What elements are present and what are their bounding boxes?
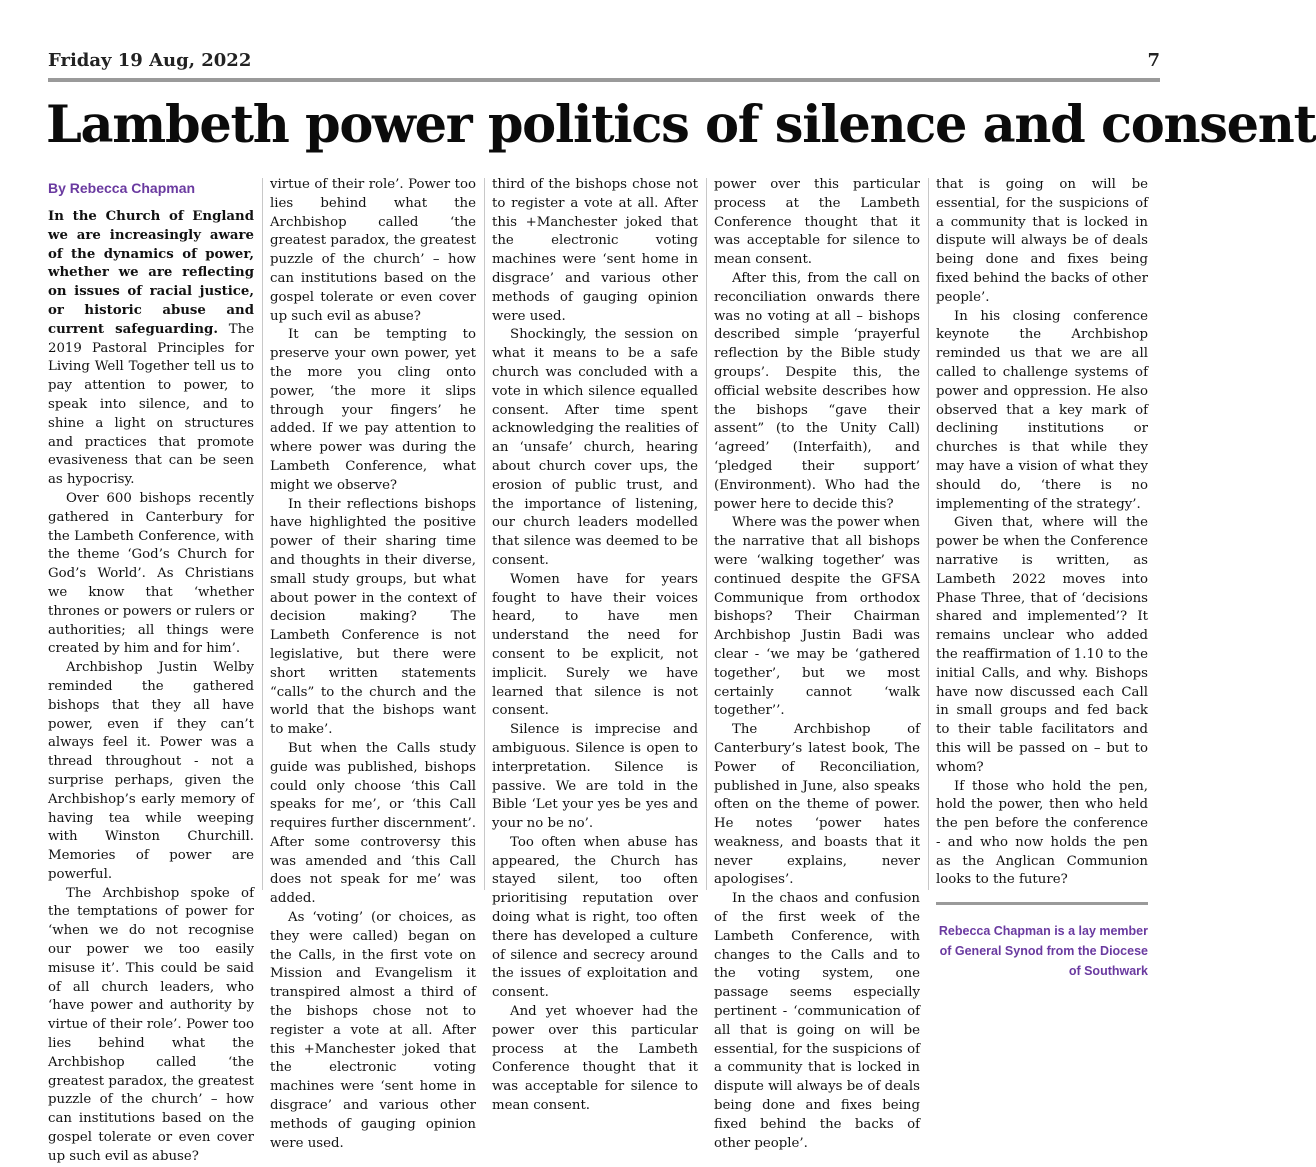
- paragraph: In their reflections bishops have highlighted the positive power of their sharing time and thoughts in their diverse, small study groups, but what about power in the context of decision making? The Lambeth Conference is not legislative, but there were short written statements “calls” to the church and the world that the bishops want to make’.: [270, 496, 476, 738]
- article-body: [48, 176, 1160, 1164]
- author-bio: Rebecca Chapman is a lay member of General Synod from the Diocese of Southwark: [938, 924, 1148, 979]
- page-header: [48, 44, 1160, 82]
- column-5: [936, 176, 1148, 979]
- paragraph: After this, from the call on reconciliation onwards there was no voting at all – bishops described simple ‘prayerful reflection by the Bible study groups’. Despite this, the official website describes how the bishops “gave their assent” (to the Unity Call) ‘agreed’ (Interfaith), and ‘pledged their support’ (Environment). Who had the power here to decide this?: [714, 270, 920, 512]
- paragraph: Given that, where will the power be when the Conference narrative is written, as Lambeth 2022 moves into Phase Three, that of ‘decisions shared and implemented’? It remains unclear who added the reaffirmation of 1.10 to the initial Calls, and why. Bishops have now discussed each Call in small groups and fed back to their table facilitators and this will be passed on – but to whom?: [936, 515, 1148, 775]
- column-rule: [484, 178, 485, 890]
- paragraph: If those who hold the pen, hold the power, then who held the pen before the conference - and who now holds the pen as the Anglican Communion looks to the future?: [936, 778, 1148, 888]
- paragraph-continued: power over this particular process at the Lambeth Conference thought that it was acceptable for silence to mean consent.: [714, 177, 920, 268]
- paragraph: Women have for years fought to have their voices heard, to have men understand the need for consent to be explicit, not implicit. Surely we have learned that silence is not consent.: [492, 571, 698, 719]
- paragraph: In his closing conference keynote the Archbishop reminded us that we are all called to challenge systems of power and oppression. He also observed that a key mark of declining institutions or churches is that while they may have a vision of what they should do, ‘there is no implementing of the strategy’.: [936, 308, 1148, 512]
- paragraph: The Archbishop spoke of the temptations of power for ‘when we do not recognise our power we too easily misuse it’. This could be said of all church leaders, who ‘have power and authority by virtue of their role’. Power too lies behind what the Archbishop called ‘the greatest paradox, the greatest puzzle of the church’ – how can institutions based on the gospel tolerate or even cover up such evil as abuse?: [48, 885, 254, 1164]
- paragraph-continued: virtue of their role’. Power too lies behind what the Archbishop called ‘the greatest paradox, the greatest puzzle of the church’ – how can institutions based on the gospel tolerate or even cover up such evil as abuse?: [270, 177, 476, 324]
- column-rule: [262, 178, 263, 890]
- column-1: [48, 176, 255, 1164]
- paragraph: Silence is imprecise and ambiguous. Silence is open to interpretation. Silence is passive. We are told in the Bible ‘Let your yes be yes and your no be no’.: [492, 722, 698, 832]
- headline: Lambeth power politics of silence and consent: [46, 95, 1316, 155]
- lead-paragraph: [48, 208, 254, 490]
- paragraph: And yet whoever had the power over this particular process at the Lambeth Conference thought that it was acceptable for silence to mean consent.: [492, 1004, 698, 1114]
- paragraph: As ‘voting’ (or choices, as they were called) began on the Calls, in the first vote on Mission and Evangelism it transpired almost a third of the bishops chose not to register a vote at all. After this +Manchester joked that the electronic voting machines were ‘sent home in disgrace’ and various other methods of gauging opinion were used.: [270, 910, 476, 1151]
- column-rule: [928, 178, 929, 890]
- column-rule: [706, 178, 707, 890]
- paragraph-continued: third of the bishops chose not to register a vote at all. After this +Manchester joked that the electronic voting machines were ‘sent home in disgrace’ and various other methods of gauging opinion were used.: [492, 177, 698, 324]
- issue-date: Friday 19 Aug, 2022: [48, 50, 252, 71]
- paragraph: It can be tempting to preserve your own power, yet the more you cling onto power, ‘the more it slips through your fingers’ he added. If we pay attention to where power was during the Lambeth Conference, what might we observe?: [270, 327, 476, 493]
- page-number: 7: [1147, 50, 1160, 71]
- paragraph: But when the Calls study guide was published, bishops could only choose ‘this Call speaks for me’, or ‘this Call requires further discernment’. After some controversy this was amended and ‘this Call does not speak for me’ was added.: [270, 740, 476, 907]
- paragraph: Shockingly, the session on what it means to be a safe church was concluded with a vote in which silence equalled consent. After time spent acknowledging the realities of an ‘unsafe’ church, hearing about church cover ups, the erosion of public trust, and the importance of listening, our church leaders modelled that silence was deemed to be consent.: [492, 327, 698, 568]
- lead-rest-text: The 2019 Pastoral Principles for Living Well Together tell us to pay attention to power, to speak into silence, and to shine a light on structures and practices that promote evasiveness that can be seen as hypocrisy.: [48, 321, 255, 488]
- bio-divider: [936, 902, 1148, 905]
- paragraph: Too often when abuse has appeared, the Church has stayed silent, too often prioritising reputation over doing what is right, too often there has developed a culture of silence and secrecy around the issues of exploitation and consent.: [492, 834, 698, 1001]
- column-2: [270, 176, 476, 1151]
- paragraph: In the chaos and confusion of the first week of the Lambeth Conference, with changes to the Calls and to the voting system, one passage seems especially pertinent - ‘communication of all that is going on will be essential, for the suspicions of a community that is locked in dispute will always be of deals being done and fixes being fixed behind the backs of other people’.: [714, 891, 920, 1151]
- column-3: [492, 176, 698, 1114]
- lead-bold-text: In the Church of England we are increasingly aware of the dynamics of power, whether we are reflecting on issues of racial justice, or historic abuse and current safeguarding.: [48, 209, 254, 337]
- byline: By Rebecca Chapman: [48, 180, 196, 196]
- paragraph-continued: that is going on will be essential, for the suspicions of a community that is locked in dispute will always be of deals being done and fixes being fixed behind the backs of other people’.: [936, 177, 1148, 305]
- paragraph: Over 600 bishops recently gathered in Canterbury for the Lambeth Conference, with the theme ‘God’s Church for God’s World’. As Christians we know that ‘whether thrones or powers or rulers or authorities; all things were created by him and for him’.: [48, 490, 254, 657]
- paragraph: The Archbishop of Canterbury’s latest book, The Power of Reconciliation, published in June, also speaks often on the theme of power. He notes ‘power hates weakness, and boasts that it never explains, never apologises’.: [714, 722, 920, 888]
- column-4: [714, 176, 920, 1151]
- paragraph: Archbishop Justin Welby reminded the gathered bishops that they all have power, even if they can’t always feel it. Power was a thread throughout - not a surprise perhaps, given the Archbishop’s early memory of having tea while weeping with Winston Churchill. Memories of power are powerful.: [48, 660, 254, 882]
- paragraph: Where was the power when the narrative that all bishops were ‘walking together’ was continued despite the GFSA Communique from orthodox bishops? Their Chairman Archbishop Justin Badi was clear - ‘we may be ‘gathered together’, but we most certainly cannot ‘walk together’’.: [714, 515, 920, 719]
